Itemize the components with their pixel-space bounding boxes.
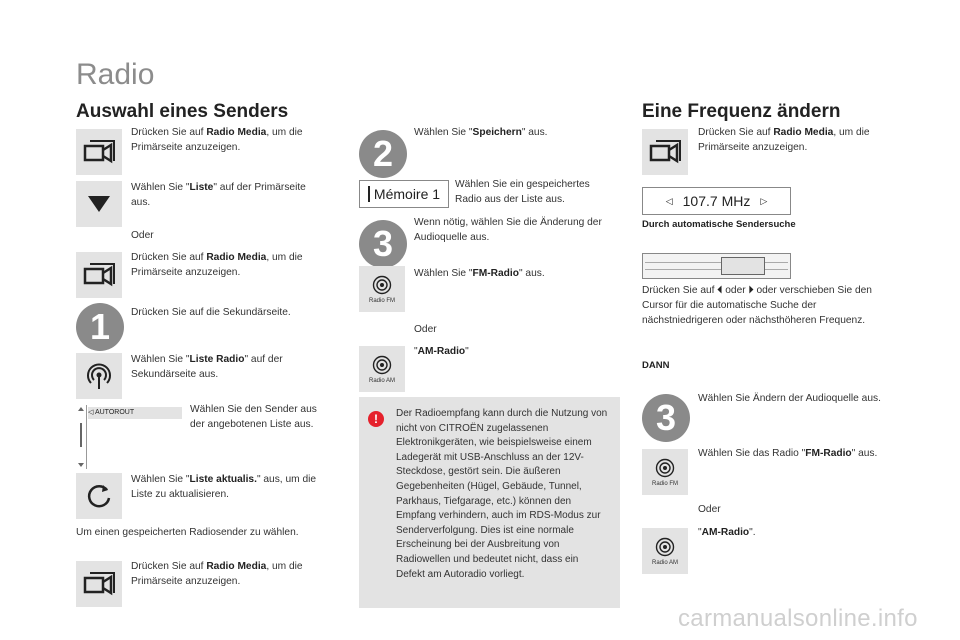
- oder-label-2: Oder: [414, 324, 437, 335]
- radio-signal-icon: [84, 361, 114, 391]
- step-auto-search: Drücken Sie auf ⏴ oder ⏵ oder verschieben Sie den Cursor für die automatische Suche der nächstniedrigeren oder nächsthöheren Frequenz.: [642, 285, 872, 326]
- step-radio-media-1: Drücken Sie auf Radio Media, um die Primärseite anzuzeigen.: [131, 127, 303, 153]
- step-list: Wählen Sie "Liste" auf der Primärseite aus.: [131, 182, 306, 208]
- step-radio-list: Wählen Sie "Liste Radio" auf der Sekundärseite aus.: [131, 354, 283, 380]
- step-secondary-page: Drücken Sie auf die Sekundärseite.: [131, 307, 291, 318]
- refresh-list-button[interactable]: [76, 473, 122, 519]
- oder-label-3: Oder: [698, 504, 721, 515]
- radio-signal-icon: [371, 354, 393, 376]
- step-save: Wählen Sie "Speichern" aus.: [414, 127, 548, 138]
- list-button[interactable]: [76, 181, 122, 227]
- step-select-stored: Wählen Sie ein gespeichertes Radio aus der Liste aus.: [455, 179, 590, 205]
- step-radio-media-4: Drücken Sie auf Radio Media, um die Primärseite anzuzeigen.: [698, 127, 870, 153]
- step-change-source-2: Wählen Sie Ändern der Audioquelle aus.: [698, 393, 881, 404]
- step-radio-media-2: Drücken Sie auf Radio Media, um die Primärseite anzuzeigen.: [131, 252, 303, 278]
- radio-media-button-3[interactable]: [76, 561, 122, 607]
- refresh-icon: [85, 482, 113, 510]
- step-refresh-list: Wählen Sie "Liste aktualis." aus, um die Liste zu aktualisieren.: [131, 474, 317, 500]
- radio-fm-button-2[interactable]: Radio FM: [642, 449, 688, 495]
- list-scrollbar[interactable]: [76, 405, 87, 469]
- step-fm: Wählen Sie "FM-Radio" aus.: [414, 268, 545, 279]
- note-text: Der Radioempfang kann durch die Nutzung von nicht von CITROËN zugelassenen Elektronikgeräten, wie beispielsweise einem Ladegerät mit USB-Anschluss an der 12V-Steckdose, gestört sein. Die äußeren Gegebenheiten (Hügel, Gebäude, Tunnel, Parkhaus, Tiefgarage, etc.) können den Empfang verhindern, auch im RDS-Modus zur Senderverfolgung. Dies ist eine normale Erscheinung bei der Ausbreitung von Radiowellen und bedeutet nicht, dass ein Defekt am Autoradio vorliegt.: [396, 408, 608, 580]
- step-am-2: "AM-Radio".: [698, 527, 756, 538]
- step-number-1: 1: [76, 303, 124, 351]
- radio-am-button-2[interactable]: Radio AM: [642, 528, 688, 574]
- step-fm-2: Wählen Sie das Radio "FM-Radio" aus.: [698, 448, 878, 459]
- step-number-2: 2: [359, 130, 407, 178]
- left-heading: Auswahl eines Senders: [76, 101, 289, 122]
- speaker-icon: ◁: [88, 409, 94, 416]
- step-change-source: Wenn nötig, wählen Sie die Änderung der Audioquelle aus.: [414, 217, 602, 243]
- step-select-station: Wählen Sie den Sender aus der angebotenen Liste aus.: [190, 404, 317, 430]
- info-note: [359, 397, 620, 608]
- page-title: Radio: [76, 58, 155, 91]
- frequency-right-arrow-icon: ▷: [760, 195, 768, 206]
- memory-preset-button[interactable]: [359, 180, 449, 208]
- memory-preset-label: Mémoire 1: [368, 186, 440, 202]
- auto-search-label: Durch automatische Sendersuche: [642, 219, 796, 230]
- radio-media-icon: [82, 139, 116, 165]
- stored-station-intro: Um einen gespeicherten Radiosender zu wählen.: [76, 527, 299, 538]
- triangle-down-icon: [86, 194, 112, 214]
- step-radio-media-3: Drücken Sie auf Radio Media, um die Primärseite anzuzeigen.: [131, 561, 303, 587]
- frequency-left-arrow-icon: ◁: [665, 195, 673, 206]
- radio-signal-icon: [654, 457, 676, 479]
- radio-media-icon: [82, 262, 116, 288]
- radio-media-icon: [82, 571, 116, 597]
- warning-icon: !: [368, 411, 384, 427]
- right-heading: Eine Frequenz ändern: [642, 101, 841, 122]
- step-number-3b: 3: [642, 394, 690, 442]
- station-row[interactable]: ◁ AUTOROUT: [88, 407, 182, 419]
- radio-signal-icon: [371, 274, 393, 296]
- radio-am-button[interactable]: Radio AM: [359, 346, 405, 392]
- slider-cursor[interactable]: [721, 257, 765, 275]
- step-number-3: 3: [359, 220, 407, 268]
- dann-label: DANN: [642, 360, 670, 371]
- radio-media-button-4[interactable]: [642, 129, 688, 175]
- left-arrow-icon: ⏴: [717, 285, 723, 296]
- radio-signal-icon: [654, 536, 676, 558]
- frequency-slider[interactable]: [642, 253, 791, 279]
- radio-fm-button[interactable]: Radio FM: [359, 266, 405, 312]
- station-list-mock[interactable]: [76, 405, 182, 469]
- watermark: carmanualsonline.info: [678, 605, 918, 632]
- radio-media-button-2[interactable]: [76, 252, 122, 298]
- oder-label: Oder: [131, 230, 154, 241]
- frequency-display[interactable]: [642, 187, 791, 215]
- radio-media-button[interactable]: [76, 129, 122, 175]
- frequency-value: 107.7 MHz: [682, 193, 751, 209]
- radio-list-button[interactable]: [76, 353, 122, 399]
- right-arrow-icon: ⏵: [748, 285, 754, 296]
- step-am: "AM-Radio": [414, 346, 469, 357]
- radio-media-icon: [648, 139, 682, 165]
